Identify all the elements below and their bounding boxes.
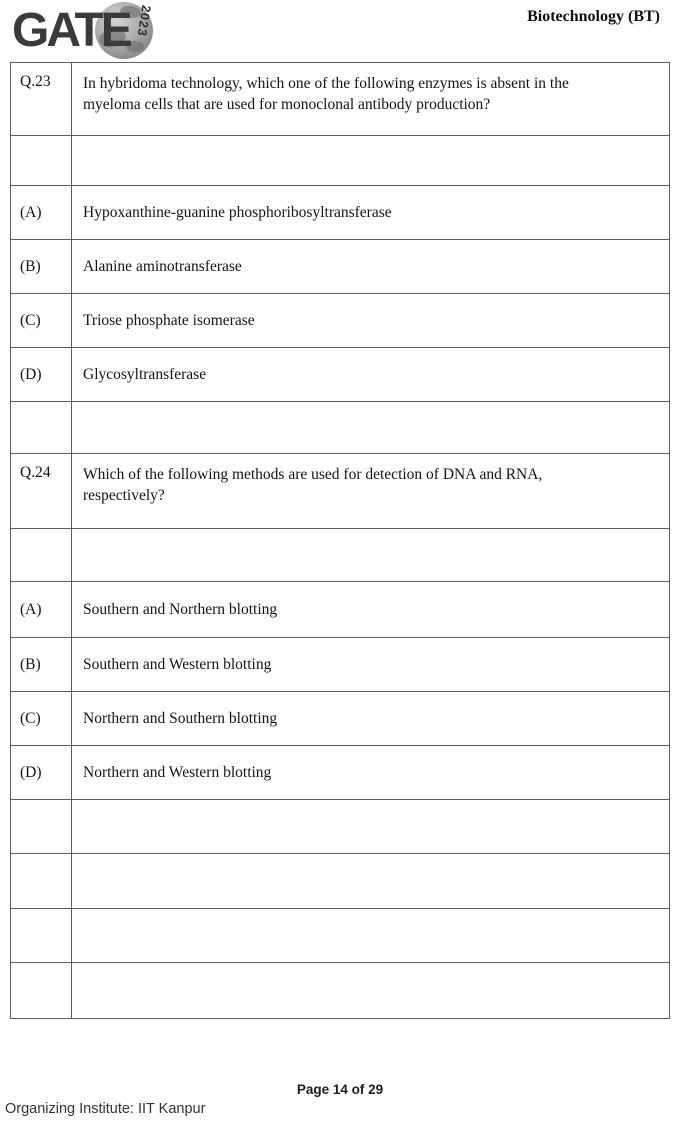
empty-cell [72, 854, 669, 908]
empty-cell [72, 529, 669, 581]
option-text-cell: Alanine aminotransferase [83, 257, 242, 275]
empty-row [11, 853, 669, 908]
option-text-cell: Southern and Northern blotting [83, 600, 278, 618]
option-row [11, 691, 669, 745]
option-letter-cell: (D) [11, 746, 72, 799]
empty-cell [11, 909, 72, 962]
question-row [11, 63, 669, 135]
question-table [10, 62, 670, 1019]
option-text-cell: Triose phosphate isomerase [83, 311, 255, 329]
empty-cell [11, 800, 72, 853]
option-row [11, 745, 669, 799]
empty-row [11, 799, 669, 853]
option-letter-cell: (B) [11, 240, 72, 293]
empty-cell [11, 963, 72, 1018]
option-letter-cell: (A) [11, 582, 72, 637]
option-row [11, 239, 669, 293]
organizing-institute: Organizing Institute: IIT Kanpur [5, 1101, 206, 1117]
option-text-cell: Hypoxanthine-guanine phosphoribosyltransferase [83, 203, 392, 221]
logo-text: GATE [12, 4, 130, 57]
empty-row [11, 401, 669, 453]
empty-row [11, 962, 669, 1018]
option-row [11, 347, 669, 401]
empty-row [11, 528, 669, 581]
question-number-cell: Q.24 [11, 454, 72, 528]
question-number-cell: Q.23 [11, 63, 72, 135]
empty-row [11, 908, 669, 962]
empty-cell [11, 529, 72, 581]
question-text-cell: Which of the following methods are used for detection of DNA and RNA, respectively? [83, 466, 543, 505]
empty-cell [11, 402, 72, 453]
option-letter-cell: (C) [11, 294, 72, 347]
empty-cell [72, 402, 669, 453]
option-letter-cell: (D) [11, 348, 72, 401]
option-row [11, 637, 669, 691]
empty-cell [11, 854, 72, 908]
question-row [11, 453, 669, 528]
empty-cell [72, 136, 669, 185]
page-number: Page 14 of 29 [296, 1082, 384, 1097]
option-row [11, 185, 669, 239]
empty-cell [72, 963, 669, 1018]
option-text-cell: Glycosyltransferase [83, 365, 207, 383]
option-row [11, 581, 669, 637]
empty-cell [72, 800, 669, 853]
option-text-cell: Southern and Western blotting [83, 655, 272, 673]
empty-row [11, 135, 669, 185]
option-text-cell: Northern and Western blotting [83, 763, 272, 781]
question-text-cell: In hybridoma technology, which one of the following enzymes is absent in the myeloma cells that are used for monoclonal antibody production? [83, 75, 569, 114]
option-letter-cell: (A) [11, 186, 72, 239]
option-letter-cell: (B) [11, 638, 72, 691]
empty-cell [72, 909, 669, 962]
paper-subject-title: Biotechnology (BT) [527, 8, 660, 25]
logo-year: 2023 [134, 4, 154, 38]
option-row [11, 293, 669, 347]
option-letter-cell: (C) [11, 692, 72, 745]
gate-logo [12, 2, 172, 62]
option-text-cell: Northern and Southern blotting [83, 709, 278, 727]
empty-cell [11, 136, 72, 185]
